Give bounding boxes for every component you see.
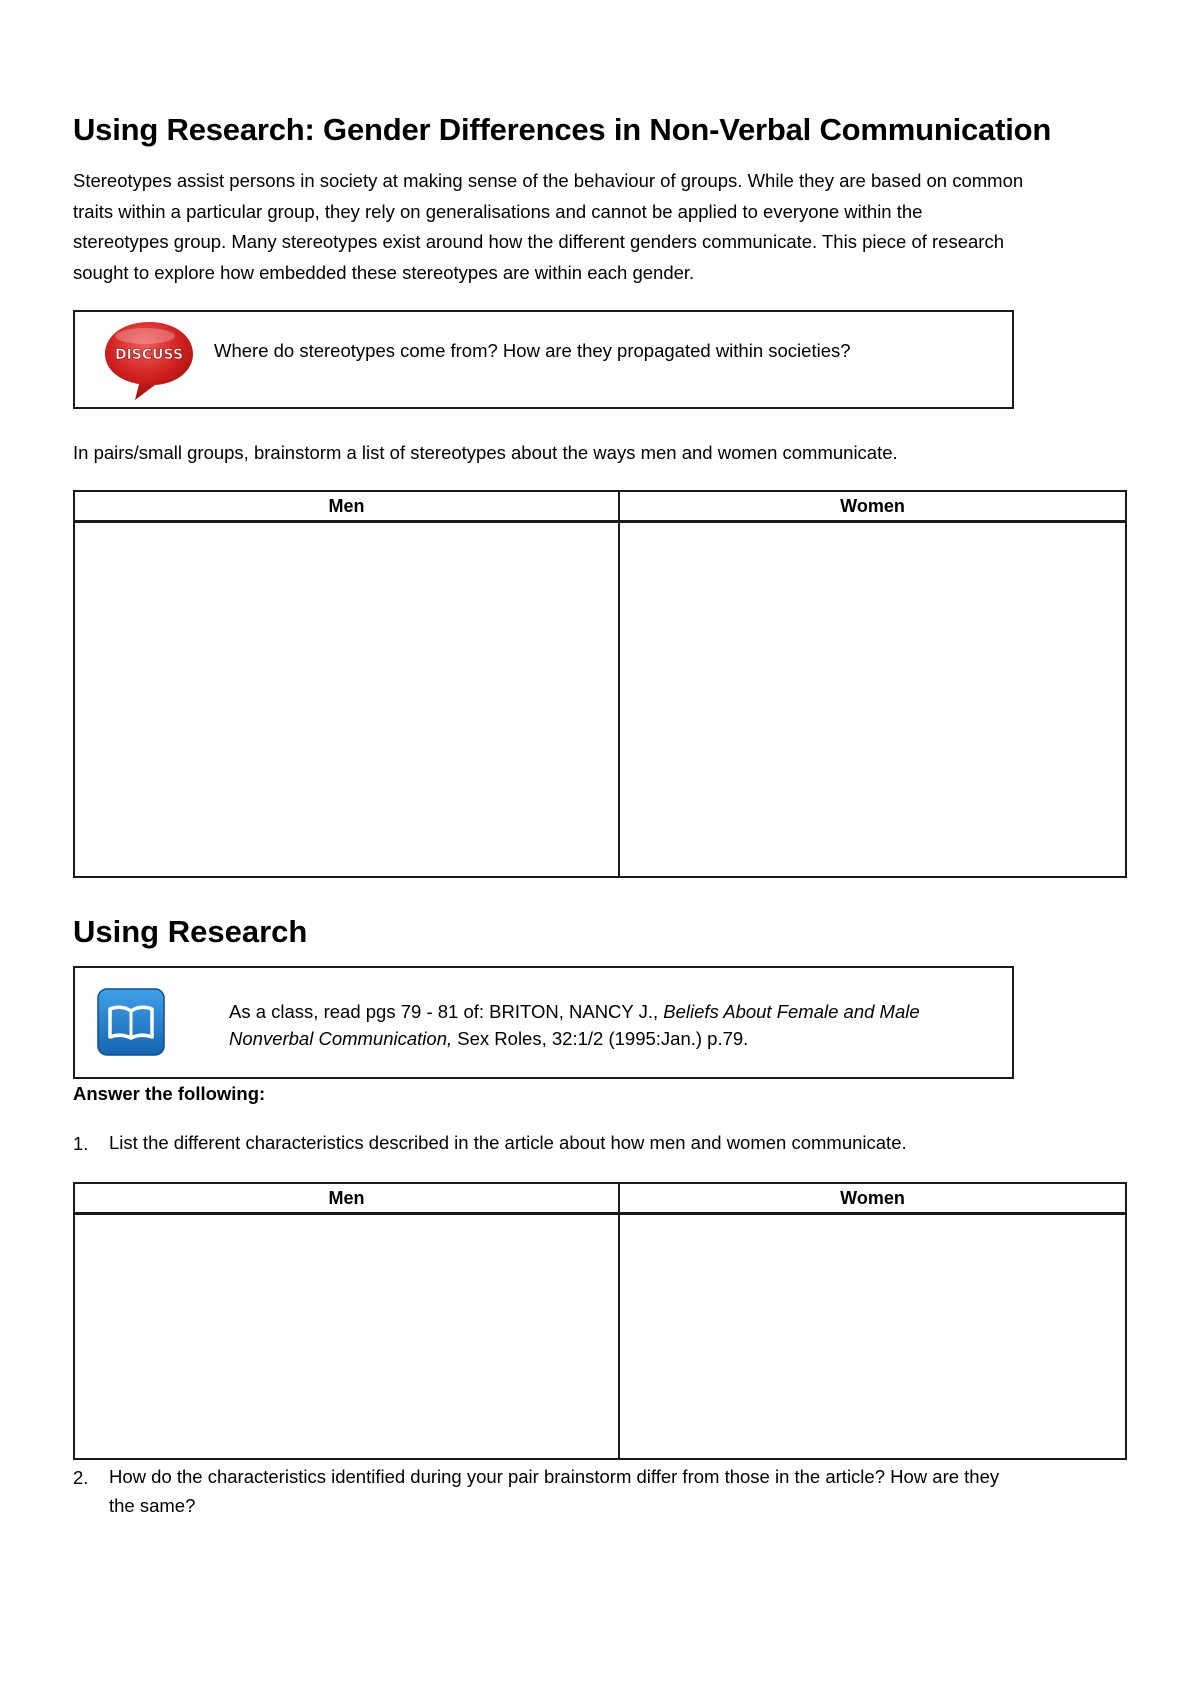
- question-text: [109, 1462, 999, 1520]
- column-header-women: Women: [619, 1183, 1126, 1214]
- section-title: Using Research: [73, 914, 308, 949]
- column-header-women: Women: [619, 491, 1126, 522]
- intro-line: traits within a particular group, they rely on generalisations and cannot be applied to everyone within the: [73, 200, 923, 222]
- women-answer-cell[interactable]: [619, 1214, 1126, 1460]
- men-answer-cell[interactable]: [74, 1214, 619, 1460]
- question-number: 2.: [73, 1467, 89, 1488]
- reading-citation: [229, 998, 920, 1052]
- page-title: Using Research: Gender Differences in Non-Verbal Communication: [73, 112, 1052, 147]
- discuss-speech-bubble-icon: [101, 318, 197, 402]
- discuss-icon-label: DISCUSS: [114, 347, 184, 363]
- question-number: 1.: [73, 1133, 89, 1154]
- citation-article-title: Beliefs About Female and Male: [663, 1001, 920, 1022]
- men-answer-cell[interactable]: [74, 522, 619, 878]
- citation-suffix: Sex Roles, 32:1/2 (1995:Jan.) p.79.: [452, 1028, 749, 1049]
- column-header-men: Men: [74, 491, 619, 522]
- intro-line: Stereotypes assist persons in society at making sense of the behaviour of groups. While they are based on common: [73, 170, 1024, 191]
- citation-prefix: As a class, read pgs 79 - 81 of: BRITON, NANCY J.,: [229, 1001, 664, 1022]
- citation-article-title-cont: Nonverbal Communication,: [229, 1028, 453, 1049]
- intro-paragraph: [73, 166, 1133, 288]
- brainstorm-instruction: In pairs/small groups, brainstorm a list of stereotypes about the ways men and women communicate.: [73, 442, 898, 463]
- answer-heading: Answer the following:: [73, 1083, 266, 1104]
- book-icon: [96, 987, 166, 1057]
- question-text-line: the same?: [109, 1495, 196, 1516]
- intro-line: sought to explore how embedded these stereotypes are within each gender.: [73, 261, 695, 283]
- women-answer-cell[interactable]: [619, 522, 1126, 878]
- column-header-men: Men: [74, 1183, 619, 1214]
- brainstorm-table: [73, 490, 1127, 878]
- intro-line: stereotypes group. Many stereotypes exist around how the different genders communicate. This piece of research: [73, 231, 1004, 252]
- question-text: List the different characteristics described in the article about how men and women communicate.: [109, 1132, 907, 1153]
- question-text-line: How do the characteristics identified during your pair brainstorm differ from those in the article? How are they: [109, 1466, 1000, 1487]
- discuss-question: Where do stereotypes come from? How are they propagated within societies?: [214, 340, 851, 361]
- characteristics-table: [73, 1182, 1127, 1460]
